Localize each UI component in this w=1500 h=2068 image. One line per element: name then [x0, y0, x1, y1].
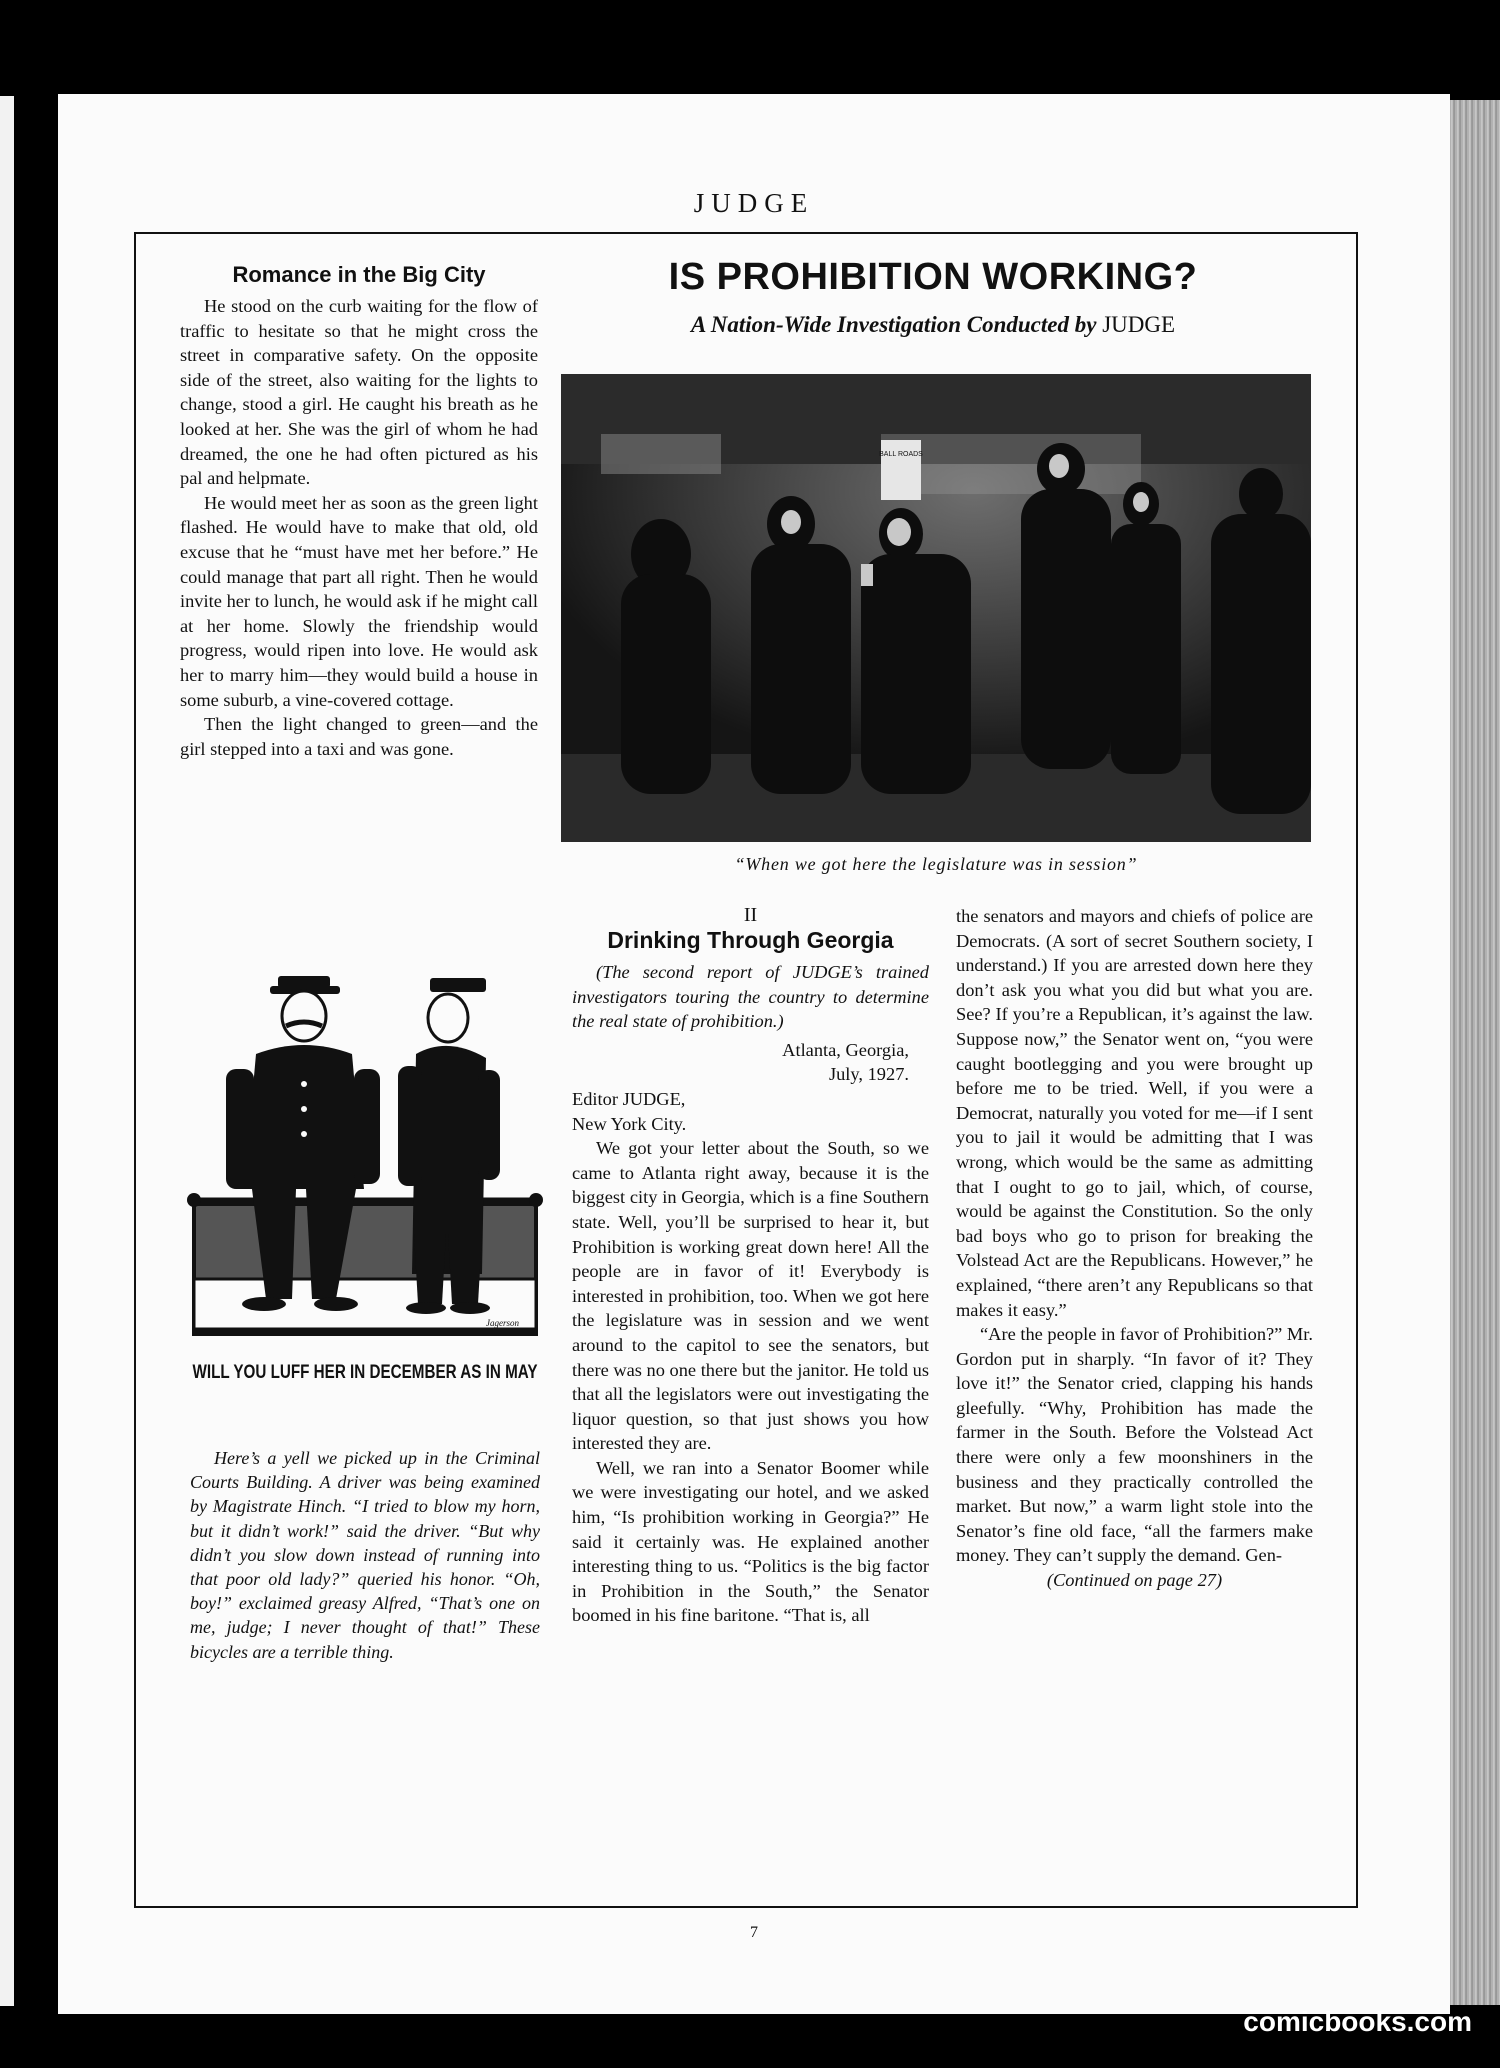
saloon-photo [561, 374, 1311, 842]
left-page-edge [0, 96, 14, 2006]
article-column-middle [572, 904, 929, 1628]
book-page-edges [1450, 100, 1500, 2005]
cartoon-joke-text: Here’s a yell we picked up in the Criminal Courts Building. A driver was being examined by Magistrate Hinch. “I tried to blow my horn, but it didn’t work!” said the driver. “But why didn’t you slow down instead of running into that poor old lady?” queried his honor. “Oh, boy!” exclaimed greasy Alfred, “That’s one on me, judge; I never thought of that!” These bicycles are a terrible thing. [190, 1448, 540, 1662]
article-paragraph: Well, we ran into a Senator Boomer while we were investigating our hotel, and we asked him, “Is prohibition working in Georgia?” He said it certainly was. He explained another interesting thing to us. “Politics is the big factor in Prohibition in the South,” the Senator boomed in his fine baritone. “That is, all [572, 1457, 929, 1626]
article-title: Drinking Through Georgia [607, 927, 894, 953]
subhead-text: A Nation-Wide Investigation Conducted by [690, 312, 1097, 337]
feature-subhead [558, 312, 1308, 338]
addressee-line: New York City. [572, 1113, 687, 1134]
photo-caption: “When we got here the legislature was in session” [734, 854, 1138, 874]
policemen-cartoon [186, 974, 544, 1392]
left-story-paragraph: He would meet her as soon as the green light flashed. He would have to make that old, old excuse that he “must have met her before.” He could manage that part all right. Then he would invite her to lunch, he would ask if he might call at her home. Slowly the friendship would progress, would ripen into love. He would ask her to marry him—they would build a house in some suburb, a vine-covered cottage. [180, 492, 538, 710]
photo-sign: BALL ROADS [879, 451, 923, 458]
page-number: 7 [750, 1924, 758, 1941]
watermark: comicbooks.com [1243, 2006, 1472, 2037]
left-story-paragraph: Then the light changed to green—and the girl stepped into a taxi and was gone. [180, 714, 538, 759]
article-addressee [572, 1087, 929, 1136]
feature-headline: IS PROHIBITION WORKING? [668, 256, 1198, 298]
article-dateline [572, 1038, 909, 1087]
subhead-magazine-name: JUDGE [1102, 312, 1176, 337]
dateline-line: Atlanta, Georgia, [782, 1039, 909, 1060]
continued-note: (Continued on page 27) [1046, 1570, 1223, 1591]
addressee-line: Editor JUDGE, [572, 1088, 686, 1109]
article-intro: (The second report of JUDGE’s trained investigators touring the country to determine the real state of prohibition.) [572, 962, 929, 1032]
left-story-paragraph: He stood on the curb waiting for the flow of traffic to hesitate so that he might cross the street in comparative safety. On the opposite side of the street, also waiting for the lights to change, stood a girl. He caught his breath as he looked at her. She was the girl of whom he had dreamed, the one he had often pictured as his pal and helpmate. [180, 296, 538, 489]
left-story-title: Romance in the Big City [232, 262, 486, 287]
masthead: JUDGE [693, 188, 815, 218]
dateline-line: July, 1927. [828, 1064, 909, 1085]
article-paragraph: We got your letter about the South, so we came to Atlanta right away, because it is the biggest city in Georgia, which is a fine Southern state. Well, you’ll be surprised to hear it, but Prohibition is working great down here! All the people are in favor of it! Everybody is interested in prohibition, too. When we got here the legislature was in session and we went around to the capitol to see the senators, but there was no one there but the janitor. He told us that all the legislators were out investigating the liquor question, so that just shows you how interested they are. [572, 1138, 929, 1454]
cartoon-signature: Jagerson [486, 1318, 519, 1328]
article-column-right [956, 904, 1313, 1591]
saloon-photo-image [561, 374, 1311, 842]
magazine-page [58, 94, 1450, 2014]
cartoon-caption-banner: WILL YOU LUFF HER IN DECEMBER AS IN MAY [192, 1362, 538, 1383]
article-number: II [743, 904, 758, 926]
article-paragraph: the senators and mayors and chiefs of police are Democrats. (A sort of secret Southern society, I understand.) If you are arrested down here they don’t ask you what you did but what you are. See? If you’re a Republican, it’s against the law. Suppose now,” the Senator went on, “you were caught bootlegging and you were brought up before me to be tried. Well, if you were a Democrat, naturally you voted for me—if I sent you to jail it would be admitting that I was wrong, which would be the same as admitting that I ought to go to jail, which, of course, would be against the Constitution. So the only bad boys who go to prison for breaking the Volstead Act are the Republicans. However,” he explained, “there aren’t any Republicans so that makes it easy.” [956, 906, 1313, 1320]
left-story [180, 262, 538, 761]
article-paragraph: “Are the people in favor of Prohibition?” Mr. Gordon put in sharply. “In favor of it? They love it!” the Senator cried, clapping his hands gleefully. “Why, Prohibition has made the farmer in the South. Before the Volstead Act there were only a few moonshiners in the business and they practically controlled the market. But now,” a warm light stole into the Senator’s fine old face, “all the farmers make money. They can’t supply the demand. Gen- [956, 1324, 1313, 1566]
